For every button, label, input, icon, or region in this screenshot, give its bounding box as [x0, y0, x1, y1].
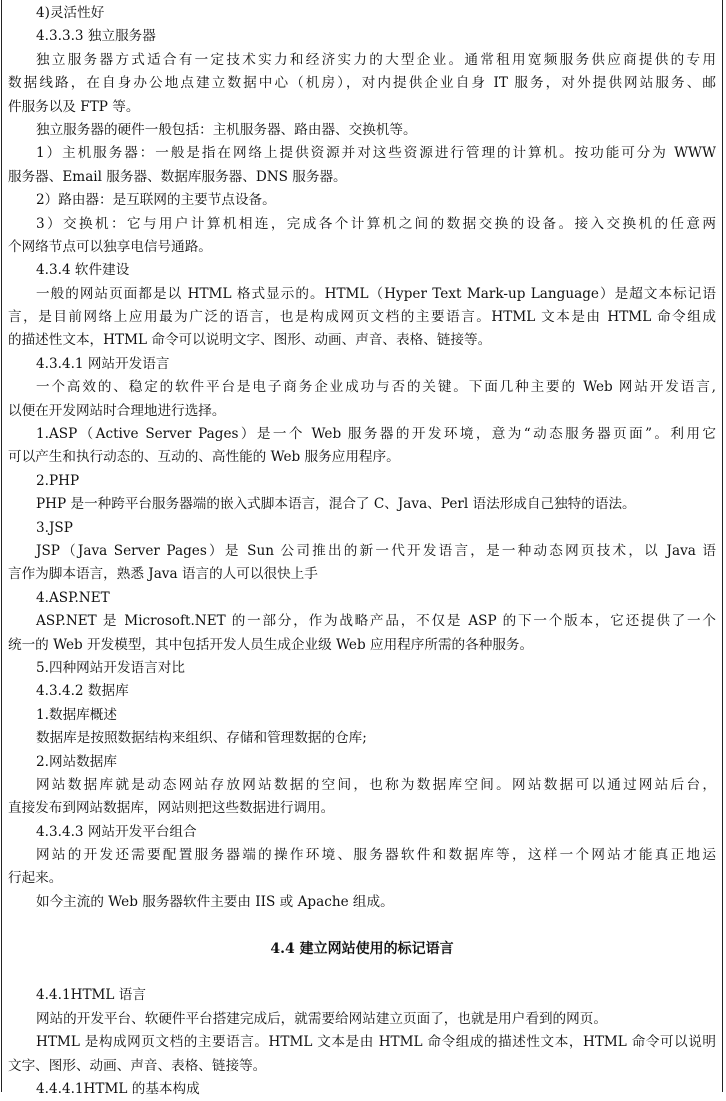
text-line: 独立服务器方式适合有一定技术实力和经济实力的大型企业。通常租用宽频服务供应商提供的专用 [36, 51, 716, 68]
text-line: 网站数据库就是动态网站存放网站数据的空间，也称为数据库空间。网站数据可以通过网站后台， [36, 776, 716, 793]
text-line: 一般的网站页面都是以 HTML 格式显示的。HTML（Hyper Text Mark-up Language）是超文本标记语 [36, 285, 716, 302]
text-line: 件服务以及 FTP 等。 [8, 98, 140, 115]
text-line: 1.数据库概述 [36, 706, 117, 723]
text-line: 4.3.4 软件建设 [36, 262, 130, 279]
text-line: 4.3.3.3 独立服务器 [36, 28, 156, 45]
text-line: 数据库是按照数据结构来组织、存储和管理数据的仓库; [36, 730, 367, 747]
text-line: 独立服务器的硬件一般包括：主机服务器、路由器、交换机等。 [36, 121, 417, 138]
text-line: 3.JSP [36, 519, 73, 536]
text-line: 2.PHP [36, 472, 80, 489]
text-line: JSP（Java Server Pages）是 Sun 公司推出的新一代开发语言，是一种动态网页技术，以 Java 语 [36, 542, 716, 559]
text-line: 1）主机服务器：一般是指在网络上提供资源并对这些资源进行管理的计算机。按功能可分为 WWW [36, 145, 716, 162]
text-line: 4.ASP.NET [36, 589, 110, 606]
text-line: 2）路由器：是互联网的主要节点设备。 [36, 192, 276, 209]
text-line: 行起来。 [8, 870, 63, 887]
blank-line [8, 914, 716, 937]
text-line: 可以产生和执行动态的、互动的、高性能的 Web 服务应用程序。 [8, 449, 400, 466]
paragraph-block-before [8, 2, 716, 914]
text-line: 网站的开发平台、软硬件平台搭建完成后，就需要给网站建立页面了，也就是用户看到的网页。 [36, 1010, 607, 1027]
section-heading: 4.4 建立网站使用的标记语言 [270, 940, 454, 957]
text-line: HTML 是构成网页文档的主要语言。HTML 文本是由 HTML 命令组成的描述性文本，HTML 命令可以说明 [36, 1034, 716, 1051]
text-line: 4.3.4.3 网站开发平台组合 [36, 823, 197, 840]
text-line: 1.ASP（Active Server Pages）是一个 Web 服务器的开发环境，意为“动态服务器页面”。利用它 [36, 426, 716, 443]
text-line: 数据线路，在自身办公地点建立数据中心（机房），对内提供企业自身 IT 服务，对外提供网站服务、邮 [8, 75, 716, 92]
text-line: 4.4.4.1HTML 的基本构成 [36, 1080, 200, 1097]
text-line: PHP 是一种跨平台服务器端的嵌入式脚本语言，混合了 C、Java、Perl 语法形成自己独特的语法。 [36, 496, 636, 513]
text-line: 网站的开发还需要配置服务器端的操作环境、服务器软件和数据库等，这样一个网站才能真正地运 [36, 847, 716, 864]
text-line: 文字、图形、动画、声音、表格、链接等。 [8, 1057, 267, 1074]
text-line: 言作为脚本语言，熟悉 Java 语言的人可以很快上手 [8, 566, 318, 583]
text-line: 统一的 Web 开发模型，其中包括开发人员生成企业级 Web 应用程序所需的各种服务。 [8, 636, 534, 653]
text-line: 3）交换机：它与用户计算机相连，完成各个计算机之间的数据交换的设备。接入交换机的任意两 [36, 215, 716, 232]
paragraph-block-after [8, 984, 716, 1101]
text-line: 如今主流的 Web 服务器软件主要由 IIS 或 Apache 组成。 [36, 893, 394, 910]
text-line: 5.四种网站开发语言对比 [36, 659, 185, 676]
document-page [1, 0, 723, 1097]
text-line: 直接发布到网站数据库，网站则把这些数据进行调用。 [8, 800, 335, 817]
text-line: 的描述性文本，HTML 命令可以说明文字、图形、动画、声音、表格、链接等。 [8, 332, 492, 349]
text-line: ASP.NET 是 Microsoft.NET 的一部分，作为战略产品，不仅是 ASP 的下一个版本，它还提供了一个 [36, 613, 716, 630]
text-line: 个网络节点可以独享电信号通路。 [8, 238, 212, 255]
text-line: 2.网站数据库 [36, 753, 117, 770]
text-line: 4)灵活性好 [36, 5, 105, 21]
text-line: 4.3.4.1 网站开发语言 [36, 355, 170, 372]
text-line: 一个高效的、稳定的软件平台是电子商务企业成功与否的关键。下面几种主要的 Web 网站开发语言, [36, 379, 716, 396]
text-line: 以便在开发网站时合理地进行选择。 [8, 402, 226, 419]
text-line: 4.3.4.2 数据库 [36, 683, 129, 700]
text-line: 4.4.1HTML 语言 [36, 987, 146, 1004]
text-line: 服务器、Email 服务器、数据库服务器、DNS 服务器。 [8, 168, 347, 185]
text-line: 言，是目前网络上应用最为广泛的语言，也是构成网页文档的主要语言。HTML 文本是由 HTML 命令组成 [8, 309, 716, 326]
blank-line [8, 961, 716, 984]
document-body [8, 2, 716, 1101]
